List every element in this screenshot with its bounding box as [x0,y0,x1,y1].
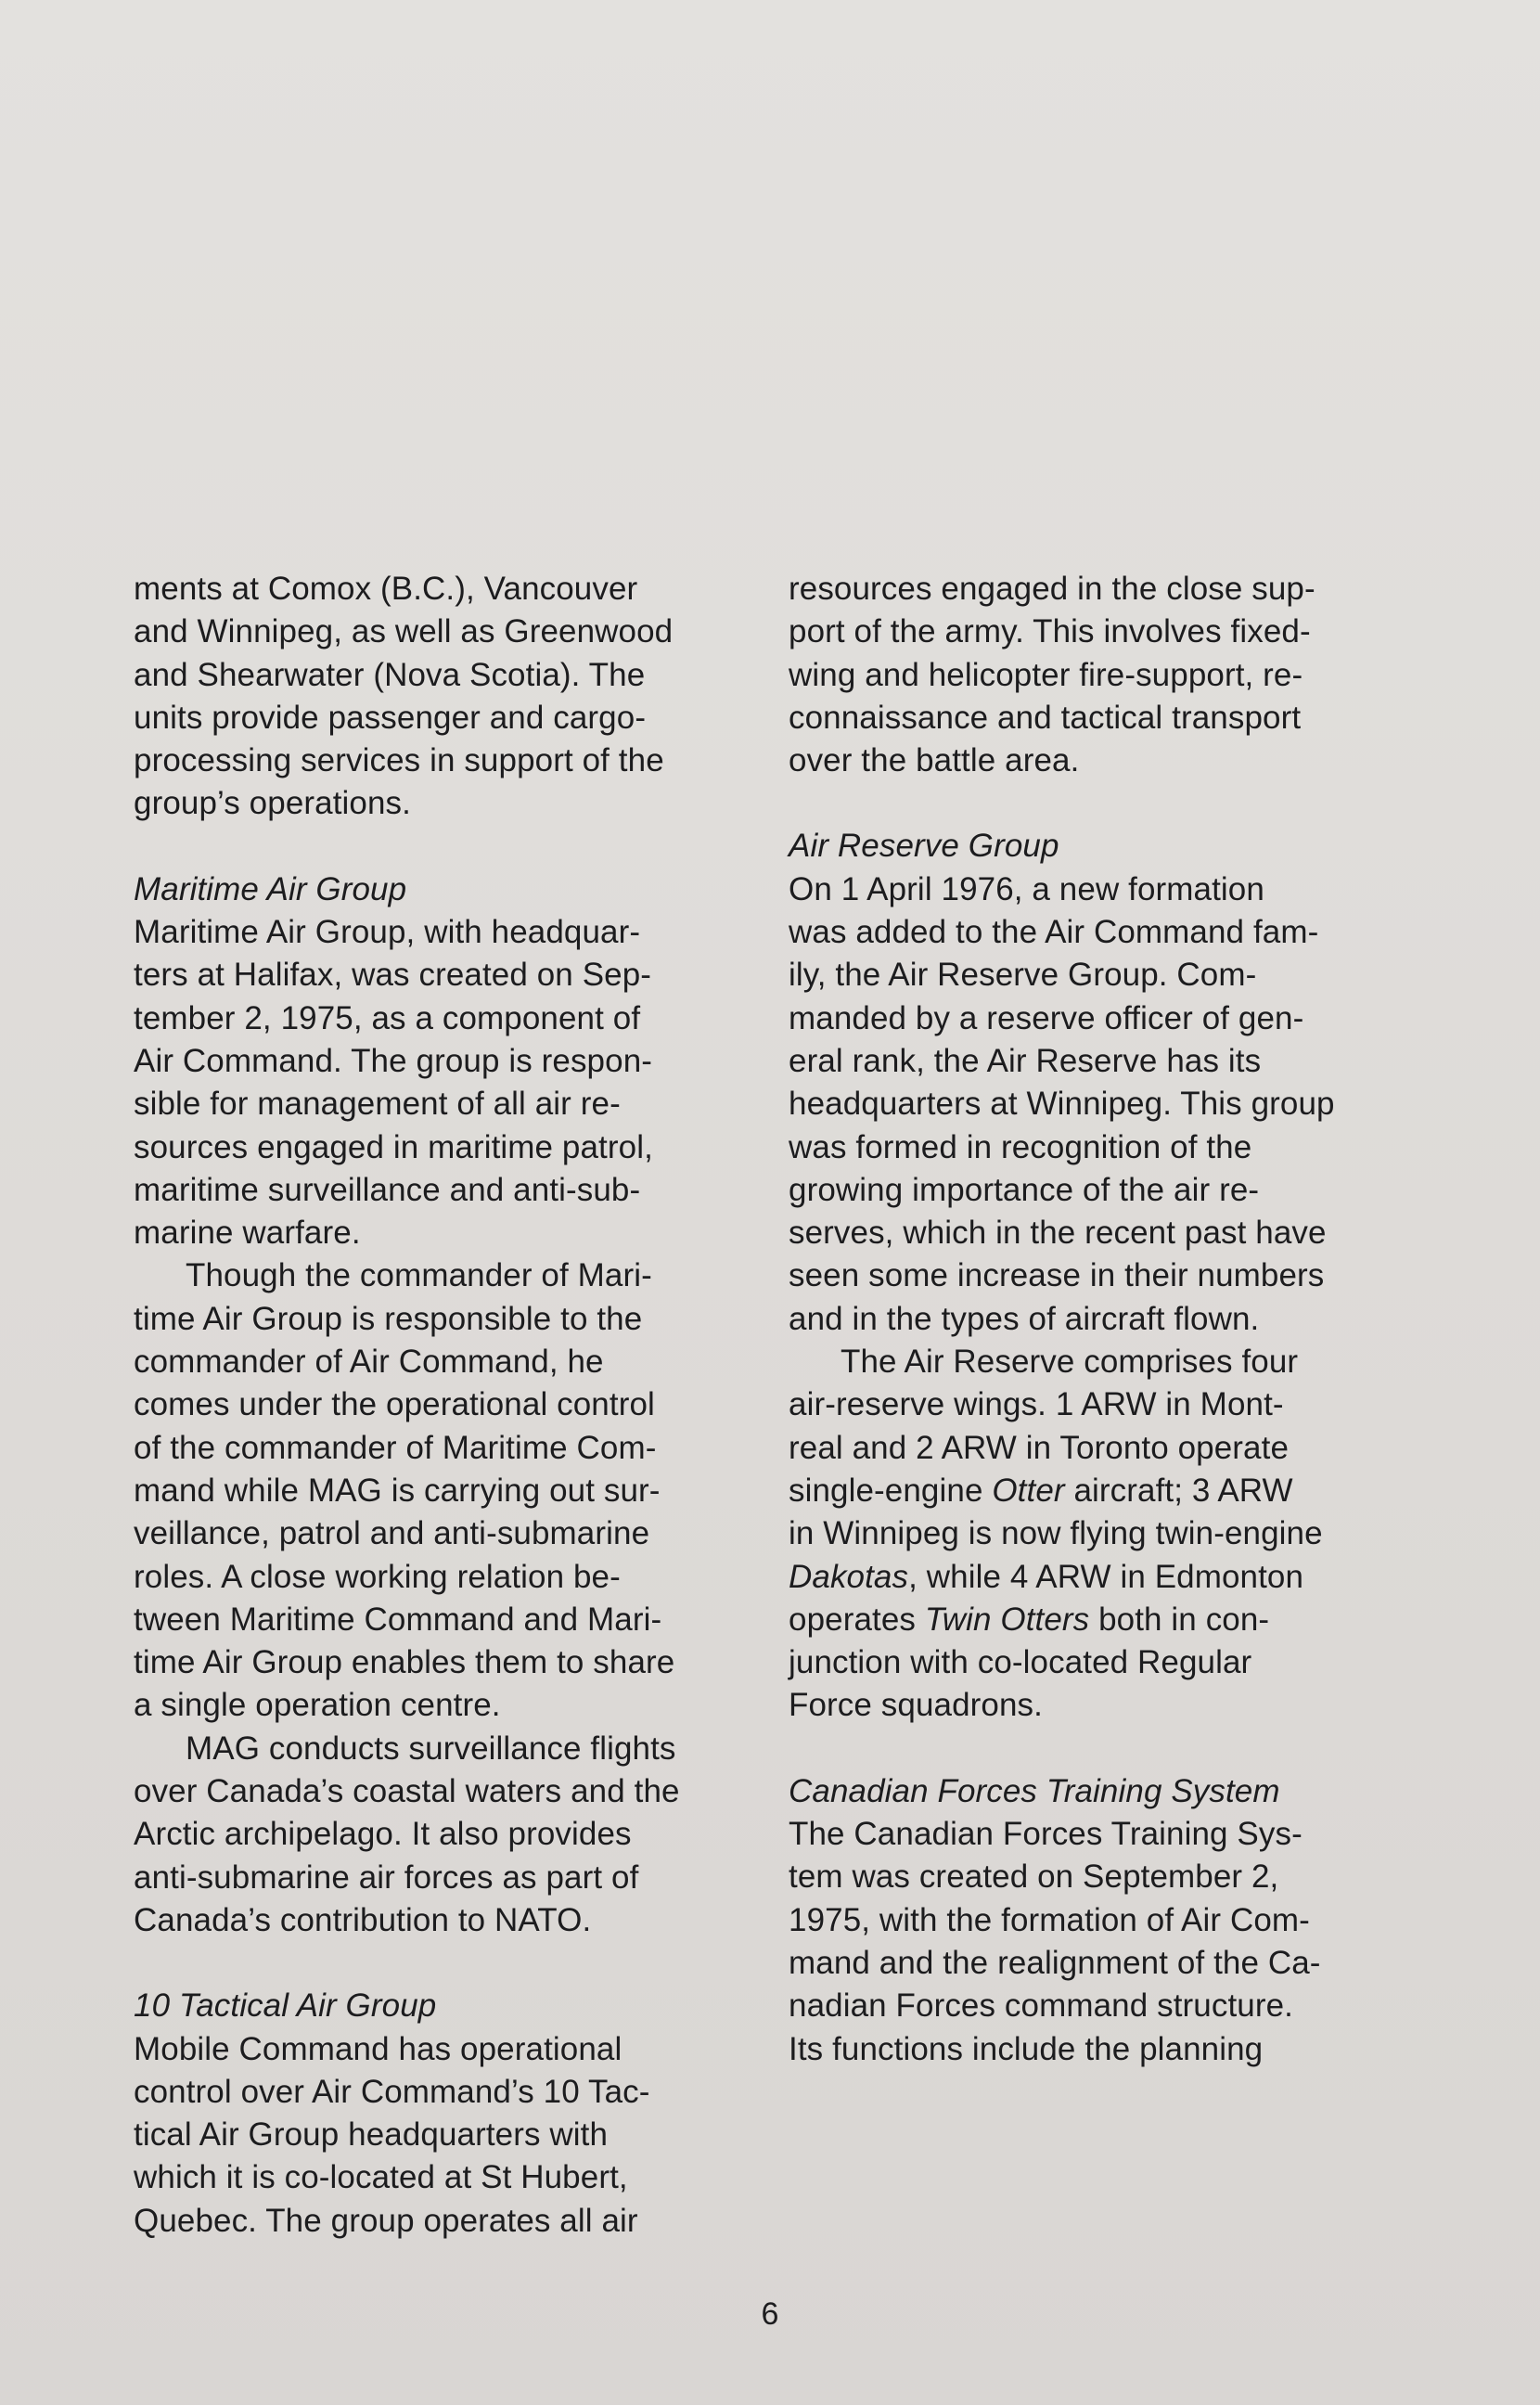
text-line: sources engaged in maritime patrol, [134,1128,653,1165]
paragraph-gap [134,1942,751,1985]
text-line: On 1 April 1976, a new formation [789,870,1264,907]
paragraph-maritime-1 [134,911,751,1254]
text-line: maritime surveillance and anti-sub- [134,1171,641,1208]
paragraph-reserve-2 [789,1341,1419,1728]
text-line: Canada’s contribution to NATO. [134,1901,592,1938]
text-line: tem was created on September 2, [789,1858,1279,1896]
text-line: nadian Forces command structure. [789,1987,1293,2025]
text-line: real and 2 ARW in Toronto operate [789,1429,1290,1466]
text-line: ments at Comox (B.C.), Vancouver [134,571,638,607]
text-line: marine warfare. [134,1215,361,1252]
text-line: MAG conducts surveillance flights [186,1730,676,1767]
text-line: commander of Air Command, he [134,1344,604,1381]
text-line: veillance, patrol and anti-submarine [134,1515,650,1552]
text-run: operates [789,1601,925,1638]
text-line: a single operation centre. [134,1687,501,1724]
text-line: The Canadian Forces Training Sys- [789,1816,1303,1853]
text-line: Arctic archipelago. It also provides [134,1816,632,1853]
text-line: seen some increase in their numbers [789,1257,1325,1294]
page-number: 6 [761,2296,779,2332]
text-line: which it is co-located at St Hubert, [134,2159,628,2196]
text-line: junction with co-located Regular [789,1644,1252,1681]
text-line: growing importance of the air re- [789,1171,1260,1208]
text-run: single-engine [789,1472,993,1509]
text-line: tember 2, 1975, as a component of [134,999,641,1036]
text-line: tical Air Group headquarters with [134,2116,609,2154]
text-line: was added to the Air Command fam- [789,914,1319,951]
text-line: group’s operations. [134,785,411,822]
text-line: in Winnipeg is now flying twin-engine [789,1515,1323,1552]
text-line: The Air Reserve comprises four [841,1344,1299,1381]
paragraph-training-1 [789,1813,1419,2071]
text-line: headquarters at Winnipeg. This group [789,1086,1335,1123]
paragraph-gap [134,826,751,868]
text-line: and Shearwater (Nova Scotia). The [134,656,646,693]
text-line: mand while MAG is carrying out sur- [134,1472,661,1509]
text-line: 1975, with the formation of Air Com- [789,1901,1310,1938]
section-heading-canadian-forces-training-system: Canadian Forces Training System [789,1772,1280,1809]
text-line: was formed in recognition of the [789,1128,1252,1165]
text-line: and Winnipeg, as well as Greenwood [134,613,674,650]
text-line: mand and the realignment of the Ca- [789,1944,1321,1981]
text-line: Mobile Command has operational [134,2030,622,2067]
aircraft-name-dakotas: Dakotas [789,1558,909,1595]
section-heading-10-tactical-air-group: 10 Tactical Air Group [134,1987,437,2025]
left-column [134,568,751,2243]
text-line: and in the types of aircraft flown. [789,1300,1260,1337]
text-line: Maritime Air Group, with headquar- [134,914,641,951]
text-run: aircraft; 3 ARW [1064,1472,1293,1509]
text-line: units provide passenger and cargo- [134,699,647,736]
right-column [789,568,1419,2071]
text-line: time Air Group is responsible to the [134,1300,643,1337]
paragraph-maritime-2 [134,1254,751,1727]
text-line: port of the army. This involves fixed- [789,613,1311,650]
aircraft-name-twin-otters: Twin Otters [924,1601,1090,1638]
text-line: time Air Group enables them to share [134,1644,675,1681]
text-line: over Canada’s coastal waters and the [134,1773,680,1810]
text-line: tween Maritime Command and Mari- [134,1601,662,1638]
text-line: connaissance and tactical transport [789,699,1302,736]
text-line: Force squadrons. [789,1687,1043,1724]
text-line [789,1470,1419,1512]
paragraph-gap [789,782,1419,825]
text-line [789,1599,1419,1641]
text-line: of the commander of Maritime Com- [134,1429,657,1466]
text-line: roles. A close working relation be- [134,1558,621,1595]
paragraph-gap [789,1728,1419,1770]
text-line: over the battle area. [789,742,1080,779]
paragraph-maritime-3 [134,1728,751,1942]
text-line: ters at Halifax, was created on Sep- [134,957,652,994]
text-line: sible for management of all air re- [134,1086,621,1123]
text-line: anti-submarine air forces as part of [134,1858,639,1896]
paragraph-air-transport-continued [134,568,751,826]
text-line [789,1556,1419,1599]
text-line: Though the commander of Mari- [186,1257,652,1294]
text-run: , while 4 ARW in Edmonton [908,1558,1304,1595]
text-line: ily, the Air Reserve Group. Com- [789,957,1257,994]
paragraph-tactical-1 [134,2028,751,2243]
text-line: serves, which in the recent past have [789,1215,1327,1252]
text-line: control over Air Command’s 10 Tac- [134,2073,650,2110]
text-line: processing services in support of the [134,742,664,779]
text-line: manded by a reserve officer of gen- [789,999,1304,1036]
text-line: Quebec. The group operates all air [134,2202,638,2239]
text-line: air-reserve wings. 1 ARW in Mont- [789,1386,1284,1423]
text-line: Its functions include the planning [789,2030,1264,2067]
section-heading-air-reserve-group: Air Reserve Group [789,828,1059,865]
aircraft-name-otter: Otter [992,1472,1065,1509]
text-line: comes under the operational control [134,1386,655,1423]
text-line: wing and helicopter fire-support, re- [789,656,1303,693]
text-line: Air Command. The group is respon- [134,1042,653,1079]
text-run: both in con- [1089,1601,1270,1638]
section-heading-maritime-air-group: Maritime Air Group [134,870,407,907]
text-line: eral rank, the Air Reserve has its [789,1042,1262,1079]
paragraph-reserve-1 [789,868,1419,1341]
paragraph-tactical-continued [789,568,1419,782]
text-line: resources engaged in the close sup- [789,571,1315,607]
